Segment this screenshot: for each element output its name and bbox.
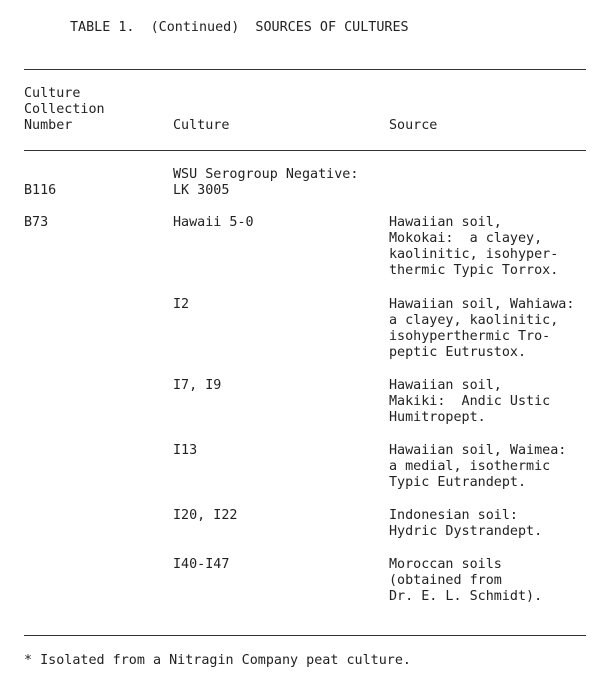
header-number <box>24 86 105 134</box>
header-culture: Culture <box>173 118 230 133</box>
source-line: peptic Eutrustox. <box>389 345 527 360</box>
culture-cell <box>173 508 238 524</box>
source-line: Hawaiian soil, Wahiawa: <box>389 297 575 312</box>
culture-cell <box>173 183 229 199</box>
source-line: Typic Eutrandept. <box>389 475 527 490</box>
source-line: Makiki: Andic Ustic <box>389 394 551 409</box>
source-line: (obtained from <box>389 573 502 588</box>
culture-cell <box>173 443 197 459</box>
culture-text: I40-I47 <box>173 557 230 572</box>
header-source: Source <box>389 118 438 133</box>
top-rule <box>24 69 586 70</box>
source-line: isohyperthermic Tro- <box>389 329 551 344</box>
source-cell <box>389 297 574 361</box>
source-line: Hawaiian soil, <box>389 215 502 230</box>
header-number-line: Culture <box>24 86 81 101</box>
footnote: * Isolated from a Nitragin Company peat culture. <box>24 653 411 668</box>
source-cell <box>389 557 542 605</box>
culture-cell <box>173 378 221 394</box>
source-line: Hawaiian soil, <box>389 378 502 393</box>
header-number-line: Number <box>24 118 73 133</box>
culture-text: I7, I9 <box>173 378 222 393</box>
header-number-line: Collection <box>24 102 105 117</box>
source-cell <box>389 378 550 426</box>
culture-cell <box>173 215 254 231</box>
number-cell: B116 <box>24 183 57 198</box>
source-line: a clayey, kaolinitic, <box>389 313 559 328</box>
culture-text: LK 3005 <box>173 183 230 198</box>
source-cell <box>389 443 566 491</box>
culture-cell <box>173 167 358 183</box>
culture-text: I20, I22 <box>173 508 238 523</box>
culture-cell <box>173 557 229 573</box>
bottom-rule <box>24 635 586 636</box>
header-rule <box>24 150 586 151</box>
culture-cell <box>173 297 189 313</box>
source-line: a medial, isothermic <box>389 459 551 474</box>
source-line: Hawaiian soil, Waimea: <box>389 443 567 458</box>
source-line: Mokokai: a clayey, <box>389 231 543 246</box>
source-line: Humitropept. <box>389 410 486 425</box>
source-line: kaolinitic, isohyper- <box>389 247 559 262</box>
number-cell: B73 <box>24 215 49 230</box>
culture-text: WSU Serogroup Negative: <box>173 167 359 182</box>
source-cell <box>389 508 542 540</box>
source-line: Dr. E. L. Schmidt). <box>389 589 543 604</box>
culture-text: I13 <box>173 443 198 458</box>
source-cell <box>389 215 558 279</box>
source-line: Hydric Dystrandept. <box>389 524 543 539</box>
culture-text: Hawaii 5-0 <box>173 215 254 230</box>
source-line: Indonesian soil: <box>389 508 518 523</box>
culture-text: I2 <box>173 297 190 312</box>
source-line: thermic Typic Torrox. <box>389 263 559 278</box>
source-line: Moroccan soils <box>389 557 502 572</box>
table-title: TABLE 1. (Continued) SOURCES OF CULTURES <box>70 20 409 35</box>
